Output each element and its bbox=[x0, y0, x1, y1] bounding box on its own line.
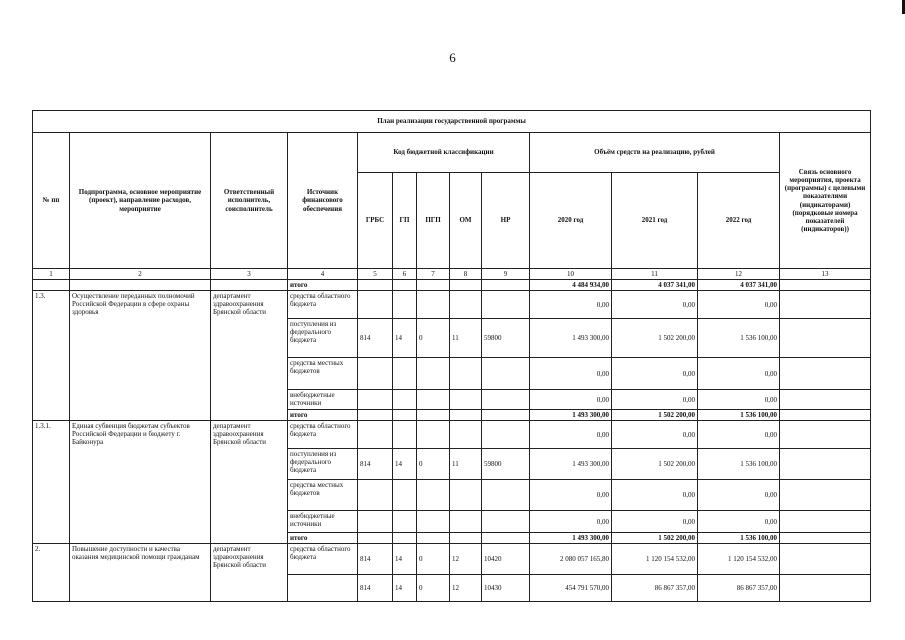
indicator-link bbox=[780, 410, 871, 421]
header-source: Источник финансового обеспечения bbox=[288, 133, 358, 269]
empty-code-cell bbox=[358, 533, 393, 544]
amount-2021: 0,00 bbox=[612, 390, 698, 410]
amount-2020: 1 493 300,00 bbox=[530, 319, 612, 358]
col-number: 7 bbox=[417, 269, 450, 280]
header-code-group: Код бюджетной классификации bbox=[358, 133, 530, 173]
pgp-code bbox=[417, 421, 450, 449]
om-code: 11 bbox=[450, 319, 482, 358]
total-label: итого bbox=[288, 280, 358, 291]
executor-name: департамент здравоохранения Брянской области bbox=[211, 544, 288, 602]
nr-code bbox=[482, 511, 530, 533]
amount-2020: 1 493 300,00 bbox=[530, 449, 612, 480]
om-code: 12 bbox=[450, 575, 482, 602]
executor-name: департамент здравоохранения Брянской области bbox=[211, 421, 288, 544]
gp-code bbox=[393, 358, 417, 390]
nr-code bbox=[482, 421, 530, 449]
amount-2021: 0,00 bbox=[612, 358, 698, 390]
om-code bbox=[450, 480, 482, 511]
amount-2022: 86 867 357,00 bbox=[698, 575, 780, 602]
funding-source: средства областного бюджета bbox=[288, 421, 358, 449]
om-code bbox=[450, 511, 482, 533]
header-executor: Ответственный исполнитель, соисполнитель bbox=[211, 133, 288, 269]
empty-code-cell bbox=[450, 533, 482, 544]
col-number: 2 bbox=[70, 269, 211, 280]
amount-2022: 0,00 bbox=[698, 291, 780, 319]
om-code bbox=[450, 390, 482, 410]
amount-2020: 0,00 bbox=[530, 390, 612, 410]
col-number: 1 bbox=[33, 269, 70, 280]
gp-code: 14 bbox=[393, 575, 417, 602]
indicator-link bbox=[780, 390, 871, 410]
col-number: 9 bbox=[482, 269, 530, 280]
grbs-code bbox=[358, 358, 393, 390]
program-name: Единая субвенция бюджетам субъектов Российской Федерации и бюджету г. Байконура bbox=[70, 421, 211, 544]
grbs-code: 814 bbox=[358, 575, 393, 602]
total-label: итого bbox=[288, 410, 358, 421]
nr-code: 59800 bbox=[482, 449, 530, 480]
nr-code: 10430 bbox=[482, 575, 530, 602]
amount-2020: 2 080 057 165,80 bbox=[530, 544, 612, 575]
indicator-link bbox=[780, 544, 871, 575]
funding-source: средства областного бюджета bbox=[288, 291, 358, 319]
indicator-link bbox=[780, 511, 871, 533]
pgp-code: 0 bbox=[417, 544, 450, 575]
indicator-link bbox=[780, 575, 871, 602]
table-row bbox=[33, 421, 871, 449]
total-2020: 1 493 300,00 bbox=[530, 410, 612, 421]
amount-2021: 1 120 154 532,00 bbox=[612, 544, 698, 575]
budget-plan-table bbox=[32, 110, 871, 602]
indicator-link bbox=[780, 449, 871, 480]
total-2021: 1 502 200,00 bbox=[612, 410, 698, 421]
pgp-code bbox=[417, 390, 450, 410]
gp-code bbox=[393, 511, 417, 533]
funding-source: внебюджетные источники bbox=[288, 511, 358, 533]
header-pgp: ПГП bbox=[417, 173, 450, 269]
pgp-code bbox=[417, 291, 450, 319]
program-name: Повышение доступности и качества оказания медицинской помощи гражданам bbox=[70, 544, 211, 602]
gp-code bbox=[393, 480, 417, 511]
indicator-link bbox=[780, 421, 871, 449]
funding-source: средства областного бюджета bbox=[288, 544, 358, 575]
amount-2022: 0,00 bbox=[698, 358, 780, 390]
om-code: 12 bbox=[450, 544, 482, 575]
total-label: итого bbox=[288, 533, 358, 544]
total-2021: 1 502 200,00 bbox=[612, 533, 698, 544]
col-number: 10 bbox=[530, 269, 612, 280]
column-number-row bbox=[33, 269, 871, 280]
header-om: ОМ bbox=[450, 173, 482, 269]
header-nr: НР bbox=[482, 173, 530, 269]
amount-2021: 86 867 357,00 bbox=[612, 575, 698, 602]
empty-code-cell bbox=[482, 533, 530, 544]
gp-code: 14 bbox=[393, 319, 417, 358]
col-number: 6 bbox=[393, 269, 417, 280]
nr-code bbox=[482, 390, 530, 410]
pgp-code: 0 bbox=[417, 449, 450, 480]
program-name: Осуществление переданных полномочий Российской Федерации в сфере охраны здоровья bbox=[70, 291, 211, 421]
amount-2021: 1 502 200,00 bbox=[612, 449, 698, 480]
empty-code-cell bbox=[417, 533, 450, 544]
pgp-code bbox=[417, 480, 450, 511]
grbs-code: 814 bbox=[358, 319, 393, 358]
amount-2020: 0,00 bbox=[530, 421, 612, 449]
pgp-code bbox=[417, 358, 450, 390]
empty-code-cell bbox=[482, 410, 530, 421]
table-row bbox=[33, 544, 871, 575]
gp-code: 14 bbox=[393, 544, 417, 575]
total-2020: 1 493 300,00 bbox=[530, 533, 612, 544]
om-code bbox=[450, 358, 482, 390]
om-code: 11 bbox=[450, 449, 482, 480]
header-2021: 2021 год bbox=[612, 173, 698, 269]
amount-2020: 454 791 570,00 bbox=[530, 575, 612, 602]
row-number: 2. bbox=[33, 544, 70, 602]
table-row bbox=[33, 291, 871, 319]
row-number: 1.3. bbox=[33, 291, 70, 421]
amount-2020: 0,00 bbox=[530, 511, 612, 533]
grbs-code bbox=[358, 421, 393, 449]
total-row bbox=[33, 280, 871, 291]
col-number: 3 bbox=[211, 269, 288, 280]
indicator-link bbox=[780, 319, 871, 358]
grbs-code bbox=[358, 511, 393, 533]
table-title: План реализации государственной программы bbox=[33, 111, 871, 133]
om-code bbox=[450, 421, 482, 449]
om-code bbox=[450, 291, 482, 319]
empty-code-cell bbox=[417, 410, 450, 421]
empty-code-cell bbox=[358, 410, 393, 421]
grbs-code bbox=[358, 480, 393, 511]
amount-2022: 0,00 bbox=[698, 421, 780, 449]
amount-2022: 1 120 154 532,00 bbox=[698, 544, 780, 575]
nr-code bbox=[482, 480, 530, 511]
indicator-link bbox=[780, 358, 871, 390]
amount-2022: 0,00 bbox=[698, 390, 780, 410]
total-2021: 4 037 341,00 bbox=[612, 280, 698, 291]
amount-2021: 1 502 200,00 bbox=[612, 319, 698, 358]
funding-source bbox=[288, 575, 358, 602]
gp-code bbox=[393, 390, 417, 410]
amount-2020: 0,00 bbox=[530, 358, 612, 390]
funding-source: средства местных бюджетов bbox=[288, 480, 358, 511]
indicator-link bbox=[780, 291, 871, 319]
header-num: № пп bbox=[33, 133, 70, 269]
amount-2021: 0,00 bbox=[612, 480, 698, 511]
col-number: 5 bbox=[358, 269, 393, 280]
grbs-code bbox=[358, 390, 393, 410]
funding-source: поступления из федерального бюджета bbox=[288, 319, 358, 358]
amount-2021: 0,00 bbox=[612, 421, 698, 449]
amount-2021: 0,00 bbox=[612, 291, 698, 319]
pgp-code: 0 bbox=[417, 575, 450, 602]
executor-name: департамент здравоохранения Брянской области bbox=[211, 291, 288, 421]
empty-code-cell bbox=[393, 410, 417, 421]
amount-2022: 1 536 100,00 bbox=[698, 449, 780, 480]
pgp-code bbox=[417, 511, 450, 533]
amount-2021: 0,00 bbox=[612, 511, 698, 533]
amount-2022: 0,00 bbox=[698, 511, 780, 533]
col-number: 13 bbox=[780, 269, 871, 280]
header-link: Связь основного мероприятия, проекта (программы) с целевыми показателями (индикаторами) (порядковые номера показателей (индикаторов)) bbox=[780, 133, 871, 269]
header-volume-group: Объём средств на реализацию, рублей bbox=[530, 133, 780, 173]
total-2022: 1 536 100,00 bbox=[698, 533, 780, 544]
funding-source: поступления из федерального бюджета bbox=[288, 449, 358, 480]
total-2022: 4 037 341,00 bbox=[698, 280, 780, 291]
header-grbs: ГРБС bbox=[358, 173, 393, 269]
row-number: 1.3.1. bbox=[33, 421, 70, 544]
gp-code bbox=[393, 291, 417, 319]
nr-code: 59800 bbox=[482, 319, 530, 358]
nr-code: 10420 bbox=[482, 544, 530, 575]
page-number: 6 bbox=[449, 50, 456, 65]
nr-code bbox=[482, 358, 530, 390]
col-number: 8 bbox=[450, 269, 482, 280]
total-2022: 1 536 100,00 bbox=[698, 410, 780, 421]
nr-code bbox=[482, 291, 530, 319]
grbs-code: 814 bbox=[358, 544, 393, 575]
funding-source: внебюджетные источники bbox=[288, 390, 358, 410]
gp-code: 14 bbox=[393, 449, 417, 480]
amount-2020: 0,00 bbox=[530, 480, 612, 511]
amount-2022: 1 536 100,00 bbox=[698, 319, 780, 358]
col-number: 12 bbox=[698, 269, 780, 280]
gp-code bbox=[393, 421, 417, 449]
header-program: Подпрограмма, основное мероприятие (проект), направление расходов, мероприятие bbox=[70, 133, 211, 269]
indicator-link bbox=[780, 533, 871, 544]
funding-source: средства местных бюджетов bbox=[288, 358, 358, 390]
grbs-code bbox=[358, 291, 393, 319]
empty-code-cell bbox=[450, 410, 482, 421]
indicator-link bbox=[780, 480, 871, 511]
header-gp: ГП bbox=[393, 173, 417, 269]
col-number: 11 bbox=[612, 269, 698, 280]
header-2020: 2020 год bbox=[530, 173, 612, 269]
col-number: 4 bbox=[288, 269, 358, 280]
pgp-code: 0 bbox=[417, 319, 450, 358]
amount-2020: 0,00 bbox=[530, 291, 612, 319]
total-2020: 4 484 934,00 bbox=[530, 280, 612, 291]
header-2022: 2022 год bbox=[698, 173, 780, 269]
grbs-code: 814 bbox=[358, 449, 393, 480]
empty-code-cell bbox=[393, 533, 417, 544]
amount-2022: 0,00 bbox=[698, 480, 780, 511]
